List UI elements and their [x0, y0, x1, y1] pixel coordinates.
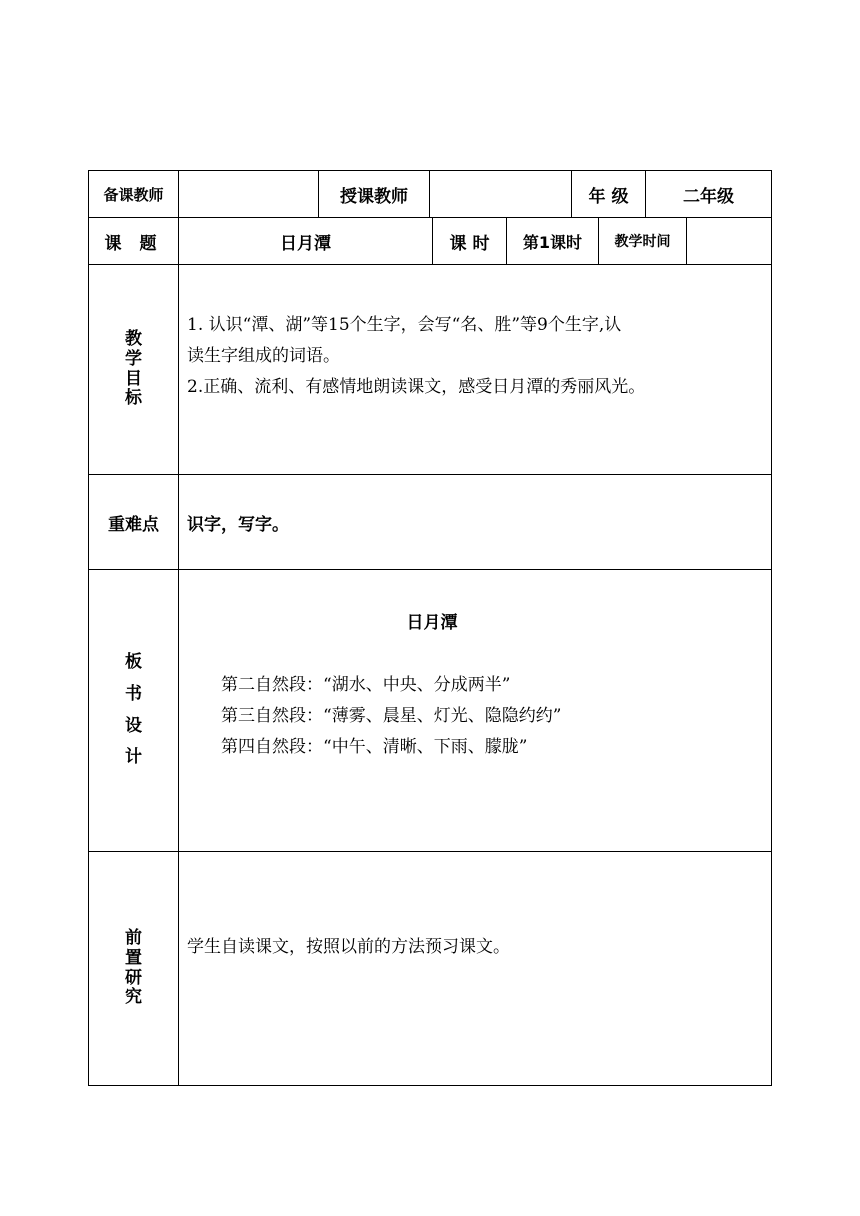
board-design-label	[89, 570, 178, 851]
goals-label-char: 教	[125, 329, 142, 350]
goals-line: 2.正确、流利、有感情地朗读课文，感受日月潭的秀丽风光。	[187, 377, 646, 397]
board-line: 第二自然段：“湖水、中央、分成两半”	[221, 675, 511, 695]
goals-label-char: 目	[125, 368, 142, 389]
goals-line: 读生字组成的词语。	[187, 346, 340, 366]
table-row-divider	[88, 569, 772, 570]
grade-label: 年 级	[588, 186, 629, 207]
board-label-char: 计	[125, 747, 142, 768]
teaching-time-label: 教学时间	[614, 234, 671, 250]
teach-teacher-label: 授课教师	[340, 186, 408, 207]
preview-label-char: 研	[125, 967, 142, 988]
prep-teacher-label: 备课教师	[103, 185, 164, 204]
goals-label-char: 学	[125, 348, 142, 369]
board-label-char: 板	[125, 652, 142, 673]
preview-label-char: 置	[125, 947, 142, 968]
table-row-divider	[88, 851, 772, 852]
preview-text: 学生自读课文，按照以前的方法预习课文。	[187, 937, 510, 957]
table-border-bottom	[88, 1085, 772, 1086]
goals-label-char: 标	[125, 388, 142, 409]
topic-label-text: 课 题	[104, 233, 163, 254]
goals-content	[187, 310, 769, 403]
board-label-char: 书	[125, 683, 142, 704]
key-points-text: 识字，写字。	[187, 514, 289, 535]
teaching-time-value	[687, 218, 771, 264]
prep-teacher-value	[179, 171, 318, 217]
board-line: 第三自然段：“薄雾、晨星、灯光、隐隐约约”	[221, 706, 562, 726]
preview-label-char: 究	[125, 987, 142, 1008]
period-value: 第1课时	[522, 232, 583, 252]
period-label: 课 时	[449, 233, 490, 254]
board-title: 日月潭	[406, 612, 458, 633]
board-label-char: 设	[125, 715, 142, 736]
goals-label	[89, 265, 178, 474]
preview-label-char: 前	[125, 928, 142, 949]
board-line: 第四自然段：“中午、清晰、下雨、朦胧”	[221, 737, 528, 757]
board-lines	[221, 670, 761, 763]
teach-teacher-value	[430, 171, 571, 217]
topic-value: 日月潭	[280, 233, 331, 254]
table-row-divider	[88, 264, 772, 265]
goals-line: 1. 认识“潭、湖”等15个生字，会写“名、胜”等9个生字,认	[187, 315, 622, 335]
grade-value: 二年级	[683, 186, 734, 207]
topic-label	[89, 218, 178, 264]
preview-label	[89, 852, 178, 1085]
key-points-label: 重难点	[108, 514, 159, 535]
table-border-right	[771, 170, 772, 1086]
